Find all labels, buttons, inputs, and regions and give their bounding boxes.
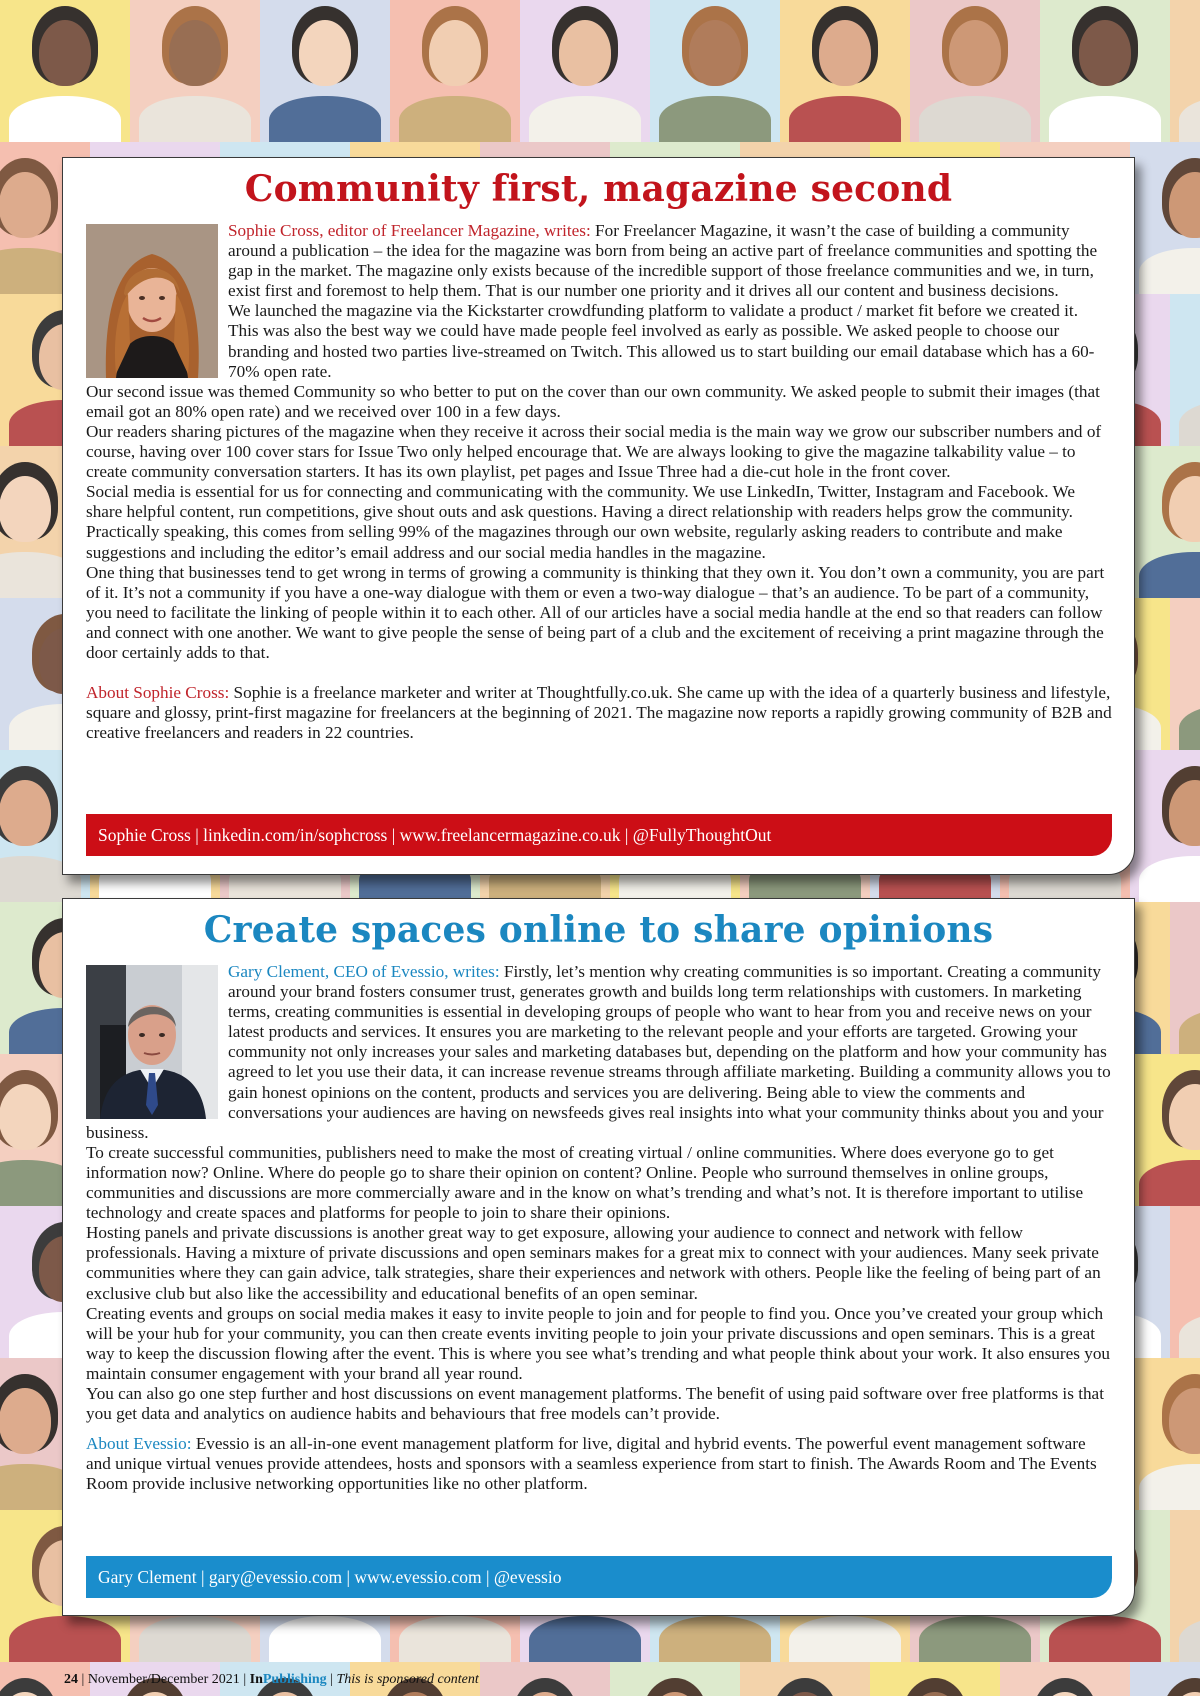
about-author xyxy=(86,683,1112,743)
page-number: 24 xyxy=(64,1672,78,1687)
body-paragraph: Creating events and groups on social media makes it easy to invite people to join and for people to find you. Once you’ve created your group which will be your hub for your community, you can then create events inviting people to join your private discussions and open seminars. This is a great way to keep the discussion flowing after the event. This is where you see what’s trending and what people think about your work. It also ensures you maintain consumer engagement with your brand all year round. xyxy=(86,1303,1111,1383)
article-body xyxy=(86,962,1112,1494)
body-paragraph: Our second issue was themed Community so who better to put on the cover than our own community. We asked people to submit their images (that email got an 80% open rate) and we received over 100 in a few days. xyxy=(86,381,1100,421)
article-panel-create-spaces xyxy=(62,898,1135,1616)
author-byline: Sophie Cross, editor of Freelancer Magazine, writes: xyxy=(228,221,591,240)
page-footer xyxy=(64,1672,479,1688)
body-paragraph: To create successful communities, publishers need to make the most of creating virtual / online communities. Where does everyone go to get information now? Online. Where do people go to share their opinion on content? Online. People who surround themselves in online groups, communities and discussions are more commercially aware and in the know on what’s trending and what’s not. It is therefore important to utilise technology and create spaces and platforms for people to join to share their opinions. xyxy=(86,1142,1084,1223)
issue-date: November/December 2021 xyxy=(87,1672,240,1687)
article-body xyxy=(86,221,1112,743)
separator: | xyxy=(78,1672,88,1687)
article-title: Community first, magazine second xyxy=(244,168,953,210)
body-paragraph: Our readers sharing pictures of the magazine when they receive it across their social media is the main way we grow our subscriber numbers and of course, having over 100 cover stars for Issue Two only helped encourage that. We are always looking to give the magazine talkability value – to create community conversation starters. It has its own playlist, pet pages and Issue Three had a die-cut hole in the front cover. xyxy=(86,421,1102,482)
about-company xyxy=(86,1434,1112,1494)
about-text: Evessio is an all-in-one event management platform for live, digital and hybrid events. The powerful event management software and unique virtual venues provide attendees, hosts and sponsors with a seamless experience from start to finish. The Awards Room and The Events Room provide inclusive networking opportunities like no other platform. xyxy=(86,1434,1097,1494)
separator: | xyxy=(239,1672,250,1687)
article-lead-paragraph xyxy=(86,221,1112,301)
contact-bar: Sophie Cross | linkedin.com/in/sophcross | www.freelancermagazine.co.uk | @FullyThoughtOut xyxy=(86,814,1112,856)
contact-bar: Gary Clement | gary@evessio.com | www.evessio.com | @evessio xyxy=(86,1556,1112,1598)
separator: | xyxy=(326,1672,337,1687)
article-panel-community-first xyxy=(62,157,1135,875)
publication-name: Publishing xyxy=(262,1672,327,1687)
about-label: About Evessio: xyxy=(86,1434,192,1454)
lead-text: For Freelancer Magazine, it wasn’t the case of building a community around a publication – the idea for the magazine was born from being an active part of freelance communities and spotting the gap in the market. The magazine only exists because of the incredible support of those freelance communities and we, in turn, exist first and foremost to help them. That is our number one priority and it drives all our content and business decisions. xyxy=(228,221,1098,301)
author-byline: Gary Clement, CEO of Evessio, writes: xyxy=(228,962,500,981)
body-paragraph: Social media is essential for us for connecting and communicating with the community. We use LinkedIn, Twitter, Instagram and Facebook. We share helpful content, run competitions, give shout outs and ask questions. Having a direct relationship with readers helps grow the community. Practically speaking, this comes from selling 99% of the magazines through our own website, regularly asking readers to contribute and make suggestions and including the editor’s email address and our social media handles in the magazine. xyxy=(86,482,1075,562)
body-paragraph: Hosting panels and private discussions is another great way to get exposure, allowing your audience to connect and network with fellow professionals. Having a mixture of private discussions and open seminars makes for a great mix to connect with your audiences. Many seek private communities where they can gain advice, talk strategies, share their experiences and network with others. People like the feeling of being part of an exclusive club but also like the accessibility and educational benefits of an open seminar. xyxy=(86,1223,1101,1303)
sponsored-note: This is sponsored content xyxy=(336,1672,479,1687)
article-title: Create spaces online to share opinions xyxy=(203,909,994,951)
body-paragraph: We launched the magazine via the Kickstarter crowdfunding platform to validate a product / market fit before we created it. This was also the best way we could have made people feel involved as early as possible. We asked people to choose our branding and hosted two parties live-streamed on Twitch. This allowed us to start building our email database which has a 60-70% open rate. xyxy=(228,301,1095,381)
publication-name-prefix: In xyxy=(249,1672,263,1687)
article-lead-paragraph xyxy=(86,962,1112,1143)
about-label: About Sophie Cross: xyxy=(86,683,230,703)
body-paragraph: One thing that businesses tend to get wrong in terms of growing a community is thinking that they own it. You don’t own a community, you are part of it. It’s not a community if you have a one-way dialogue with them or even a two-way dialogue – that’s an audience. To be part of a community, you need to facilitate the linking of people within it to each other. All of our articles have a social media handle at the end so that readers can follow and connect with one another. We want to give people the sense of being part of a club and the excitement of receiving a print magazine through the door certainly adds to that. xyxy=(86,562,1105,662)
lead-text: Firstly, let’s mention why creating communities is so important. Creating a community around your brand fosters consumer trust, generates growth and builds long term relationships with customers. In marketing terms, creating communities is essential in developing groups of people who want to hear from you and receive news on your latest products and services. It ensures you are marketing to the relevant people and your efforts are targeted. Growing your community not only increases your sales and marketing databases but, depending on the platform and how your community has agreed to let you use their data, it can increase revenue streams through affiliate marketing. Building a community allows you to gain honest opinions on the content, products and services you are delivering. Being able to view the comments and conversations your audiences are having on newsfeeds gives real insights into what your community thinks about you and your business. xyxy=(86,962,1111,1142)
body-paragraph: You can also go one step further and host discussions on event management platforms. The benefit of using paid software over free platforms is that you get data and analytics on audience habits and behaviours that free models can’t provide. xyxy=(86,1383,1104,1424)
about-text: Sophie is a freelance marketer and writer at Thoughtfully.co.uk. She came up with the idea of a quarterly business and lifestyle, square and glossy, print-first magazine for freelancers at the beginning of 2021. The magazine now reports a rapidly growing community of B2B and creative freelancers and readers in 22 countries. xyxy=(86,683,1112,743)
